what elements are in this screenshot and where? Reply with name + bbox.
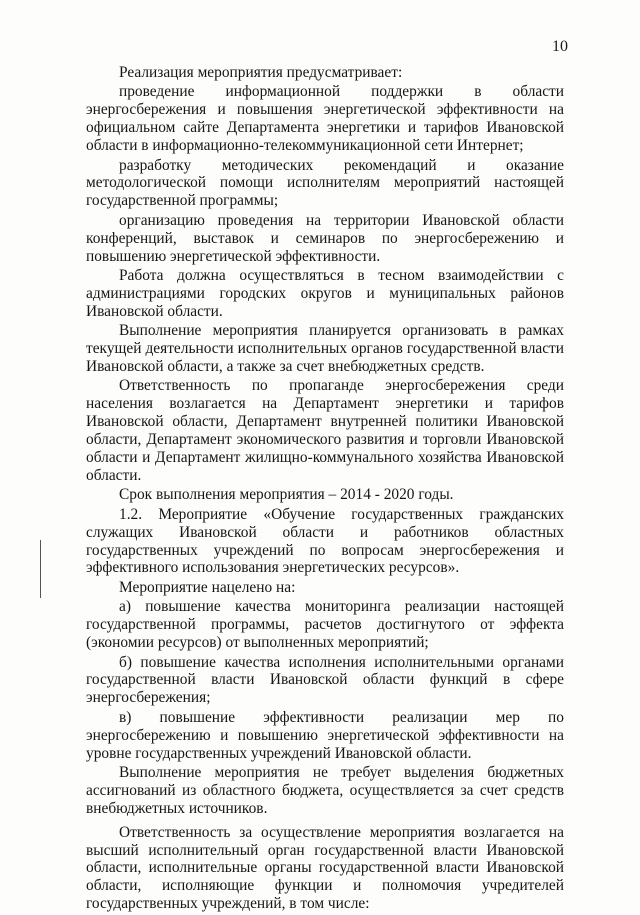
paragraph-11: а) повышение качества мониторинга реализации настоящей государственной программы, расчетов достигнутого от эффекта (экономии ресурсов) от выполненных мероприятий; — [86, 598, 564, 652]
paragraph-4: организацию проведения на территории Ивановской области конференций, выставок и семинаров по энергосбережению и повышению энергетической эффективности. — [86, 211, 564, 265]
margin-mark — [40, 540, 41, 598]
paragraph-5: Работа должна осуществляться в тесном взаимодействии с администрациями городских округов и муниципальных районов Ивановской области. — [86, 266, 564, 320]
paragraph-13: в) повышение эффективности реализации мер по энергосбережению и повышению энергетической эффективности на уровне государственных учреждений Ивановской области. — [86, 708, 564, 762]
paragraph-9: 1.2. Мероприятие «Обучение государственных гражданских служащих Ивановской области и работников областных государственных учреждений по вопросам энергосбережения и эффективного использования энергетических ресурсов». — [86, 505, 564, 577]
paragraph-2: проведение информационной поддержки в области энергосбережения и повышения энергетической эффективности на официальном сайте Департамента энергетики и тарифов Ивановской области в информационно-телекоммуникационной сети Интернет; — [86, 83, 564, 155]
paragraph-10: Мероприятие нацелено на: — [119, 578, 296, 596]
page-number: 10 — [552, 38, 568, 55]
paragraph-7: Ответственность по пропаганде энергосбережения среди населения возлагается на Департамент энергетики и тарифов Ивановской области, Департамент внутренней политики Ивановской области, Департамент экономического развития и торговли Ивановской области и Департамент жилищно-коммунального хозяйства Ивановской области. — [86, 377, 564, 484]
paragraph-8: Срок выполнения мероприятия – 2014 - 2020 годы. — [119, 486, 454, 504]
paragraph-15: Ответственность за осуществление мероприятия возлагается на высший исполнительный орган государственной власти Ивановской области, исполнительные органы государственной власти Ивановской области, исполняющие функции и полномочия учредителей государственных учреждений, в том числе: — [86, 823, 564, 913]
paragraph-3: разработку методических рекомендаций и оказание методологической помощи исполнителям мероприятий настоящей государственной программы; — [86, 156, 564, 210]
paragraph-14: Выполнение мероприятия не требует выделения бюджетных ассигнований из областного бюджета, осуществляется за счет средств внебюджетных источников. — [86, 763, 564, 817]
document-body — [86, 64, 564, 915]
paragraph-12: б) повышение качества исполнения исполнительными органами государственной власти Ивановской области функций в сфере энергосбережения; — [86, 653, 564, 707]
paragraph-1: Реализация мероприятия предусматривает: — [119, 64, 403, 81]
paragraph-6: Выполнение мероприятия планируется организовать в рамках текущей деятельности исполнительных органов государственной власти Ивановской области, а также за счет внебюджетных средств. — [86, 322, 564, 375]
